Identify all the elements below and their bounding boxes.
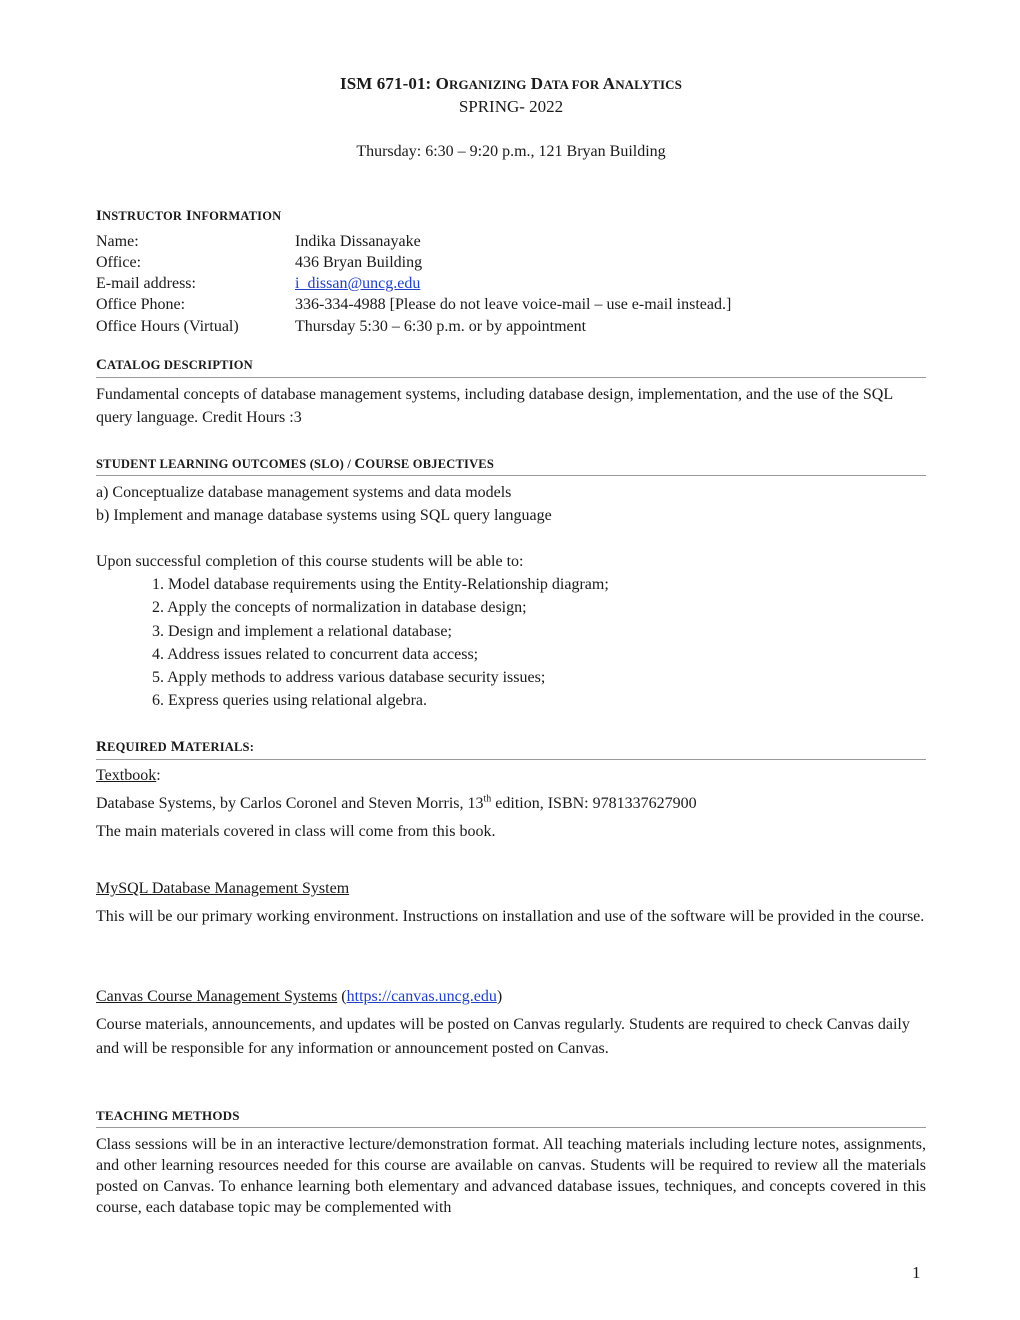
outcomes-heading: STUDENT LEARNING OUTCOMES (SLO) / COURSE OBJECTIVES bbox=[96, 456, 494, 472]
canvas-link[interactable]: https://canvas.uncg.edu bbox=[346, 988, 497, 1005]
textbook-label: Textbook: bbox=[96, 767, 161, 784]
instructor-heading: INSTRUCTOR INFORMATION bbox=[96, 208, 282, 224]
canvas-text: Course materials, announcements, and updates will be posted on Canvas regularly. Students are required to check Canvas daily and will be responsible for any information or announcement posted on Canvas. bbox=[96, 1016, 910, 1057]
semester: SPRING- 2022 bbox=[458, 97, 564, 116]
instructor-email-link[interactable]: i_dissan@uncg.edu bbox=[295, 275, 421, 292]
list-item: 4. Address issues related to concurrent data access; bbox=[152, 645, 479, 663]
goal-a: a) Conceptualize database management systems and data models bbox=[96, 484, 512, 501]
mysql-label: MySQL Database Management System bbox=[96, 880, 350, 897]
materials-heading: REQUIRED MATERIALS: bbox=[96, 739, 255, 755]
teaching-heading: TEACHING METHODS bbox=[96, 1108, 240, 1123]
section-divider bbox=[96, 475, 926, 476]
instructor-office-row: Office: 436 Bryan Building bbox=[96, 254, 423, 271]
catalog-heading: CATALOG DESCRIPTION bbox=[96, 357, 253, 373]
section-divider bbox=[96, 377, 926, 378]
catalog-text: Fundamental concepts of database management systems, including database design, implementation, and the use of the SQL query language. Credit Hours :3 bbox=[96, 386, 893, 426]
section-divider bbox=[96, 759, 926, 760]
mysql-text: This will be our primary working environment. Instructions on installation and use of the software will be provided in the course. bbox=[96, 908, 925, 925]
canvas-label: Canvas Course Management Systems (https://canvas.uncg.edu) bbox=[96, 988, 503, 1005]
class-schedule: Thursday: 6:30 – 9:20 p.m., 121 Bryan Building bbox=[356, 143, 666, 160]
textbook-note: The main materials covered in class will come from this book. bbox=[96, 823, 496, 840]
list-item: 3. Design and implement a relational database; bbox=[152, 622, 452, 640]
teaching-text: Class sessions will be in an interactive lecture/demonstration format. All teaching materials including lecture notes, assignments, and other learning resources needed for this course are available on canvas. Students will be required to review all the materials posted on Canvas. To enhance learning both elementary and advanced database issues, techniques, and concepts covered in this course, each database topic may be complemented with bbox=[96, 1136, 926, 1216]
instructor-email-row: E-mail address: i_dissan@uncg.edu bbox=[96, 275, 421, 292]
list-item: 1. Model database requirements using the Entity-Relationship diagram; bbox=[152, 576, 609, 593]
page-number: 1 bbox=[912, 1263, 921, 1282]
textbook-citation: Database Systems, by Carlos Coronel and Steven Morris, 13th edition, ISBN: 9781337627900 bbox=[96, 793, 697, 812]
instructor-name-row: Name: Indika Dissanayake bbox=[96, 233, 421, 250]
list-item: 6. Express queries using relational algebra. bbox=[152, 692, 428, 710]
outcomes-list bbox=[152, 573, 609, 713]
outcomes-intro: Upon successful completion of this course students will be able to: bbox=[96, 553, 524, 570]
list-item: 2. Apply the concepts of normalization in database design; bbox=[152, 599, 527, 617]
course-title: ISM 671-01: ORGANIZING DATA FOR ANALYTICS bbox=[340, 74, 682, 93]
section-divider bbox=[96, 1127, 926, 1128]
instructor-hours-row: Office Hours (Virtual) Thursday 5:30 – 6:30 p.m. or by appointment bbox=[96, 318, 587, 335]
instructor-phone-row: Office Phone: 336-334-4988 [Please do not leave voice-mail – use e-mail instead.] bbox=[96, 296, 732, 313]
list-item: 5. Apply methods to address various database security issues; bbox=[152, 669, 546, 687]
goal-b: b) Implement and manage database systems using SQL query language bbox=[96, 507, 552, 524]
